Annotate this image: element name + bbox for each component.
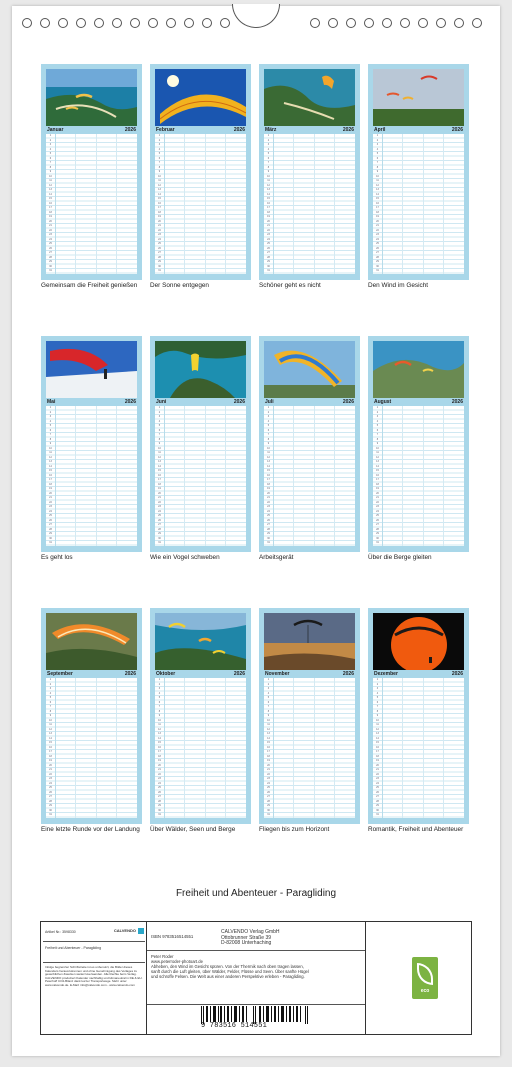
month-caption: Es geht los [41, 554, 73, 561]
binding-hole [454, 18, 464, 28]
month-name: April [374, 127, 386, 133]
month-year: 2026 [451, 127, 463, 133]
month-panel-october [150, 608, 251, 824]
day-numbers: 1 2 3 4 5 6 7 8 9 10 11 12 13 14 15 16 17 18 19 20 21 22 23 24 25 26 27 28 29 30 31 [49, 134, 52, 272]
binding-hole [22, 18, 32, 28]
month-name: Juni [156, 399, 167, 405]
binding-hole [328, 18, 338, 28]
calendar-title: Freiheit und Abenteuer - Paragliding [175, 888, 337, 899]
publisher-line: Ottobrunner Straße 39 [221, 934, 272, 941]
binding-hole [346, 18, 356, 28]
binding-hole [418, 18, 428, 28]
binding-hole [436, 18, 446, 28]
day-numbers: 1 2 3 4 5 6 7 8 9 10 11 12 13 14 15 16 17 18 19 20 21 22 23 24 25 26 27 28 29 30 31 [267, 678, 270, 816]
leaf-icon [417, 963, 433, 985]
month-caption: Wie ein Vogel schweben [150, 554, 220, 561]
month-caption: Schöner geht es nicht [259, 282, 321, 289]
day-numbers: 1 2 3 4 5 6 7 8 9 10 11 12 13 14 15 16 17 18 19 20 21 22 23 24 25 26 27 28 29 30 31 [376, 134, 379, 272]
month-photo [373, 69, 464, 126]
article-number: Artikel Nr.: 3598330 [45, 930, 76, 934]
month-year: 2026 [124, 399, 136, 405]
binding-hole [166, 18, 176, 28]
month-photo [155, 341, 246, 398]
month-photo [46, 69, 137, 126]
calendar-grid [155, 406, 246, 546]
month-year: 2026 [124, 127, 136, 133]
month-panel-march [259, 64, 360, 280]
month-name: Februar [156, 127, 175, 133]
month-photo [155, 613, 246, 670]
month-year: 2026 [124, 671, 136, 677]
eco-label: eco [420, 988, 430, 994]
publisher-line: CALVENDO Verlag GmbH [221, 929, 280, 935]
binding-hole [76, 18, 86, 28]
binding-hole [184, 18, 194, 28]
month-name: Oktober [156, 671, 176, 677]
binding-hole [220, 18, 230, 28]
month-year: 2026 [342, 127, 354, 133]
month-caption: Fliegen bis zum Horizont [259, 826, 330, 833]
month-caption: Über die Berge gleiten [368, 554, 432, 561]
publisher-address [221, 930, 280, 947]
day-numbers: 1 2 3 4 5 6 7 8 9 10 11 12 13 14 15 16 17 18 19 20 21 22 23 24 25 26 27 28 29 30 31 [267, 134, 270, 272]
day-numbers: 1 2 3 4 5 6 7 8 9 10 11 12 13 14 15 16 17 18 19 20 21 22 23 24 25 26 27 28 29 30 31 [49, 678, 52, 816]
month-photo [46, 613, 137, 670]
binding-hole [40, 18, 50, 28]
month-caption: Arbeitsgerät [259, 554, 294, 561]
binding-hole [364, 18, 374, 28]
calendar-sheet [12, 6, 500, 1056]
month-photo [264, 341, 355, 398]
month-panel-november [259, 608, 360, 824]
author-description [151, 954, 311, 979]
month-panel-february [150, 64, 251, 280]
month-year: 2026 [342, 671, 354, 677]
author-website: www.peterroder-photoart.de [151, 959, 203, 964]
calendar-grid [46, 678, 137, 818]
product-info-box [40, 921, 472, 1035]
month-panel-december [368, 608, 469, 824]
brand-logo: CALVENDO [113, 928, 136, 933]
calendar-grid [155, 678, 246, 818]
month-year: 2026 [451, 671, 463, 677]
day-numbers: 1 2 3 4 5 6 7 8 9 10 11 12 13 14 15 16 17 18 19 20 21 22 23 24 25 26 27 28 29 30 31 [376, 406, 379, 544]
publisher-line: D-82008 Unterhaching [221, 940, 272, 947]
divider [43, 941, 145, 942]
month-panel-july [259, 336, 360, 552]
month-caption: Der Sonne entgegen [150, 282, 209, 289]
month-name: September [47, 671, 73, 677]
month-photo [373, 341, 464, 398]
month-photo [46, 341, 137, 398]
month-photo [373, 613, 464, 670]
calendar-grid [46, 406, 137, 546]
month-caption: Über Wälder, Seen und Berge [150, 826, 236, 833]
binding-hole [310, 18, 320, 28]
calendar-grid [373, 134, 464, 274]
month-year: 2026 [451, 399, 463, 405]
divider [43, 962, 145, 963]
calendar-grid [264, 678, 355, 818]
month-year: 2026 [342, 399, 354, 405]
month-panel-august [368, 336, 469, 552]
product-name: Freiheit und Abenteuer - Paragliding [45, 946, 102, 950]
month-name: August [374, 399, 392, 405]
month-caption: Eine letzte Runde vor der Landung [41, 826, 140, 833]
month-name: März [265, 127, 277, 133]
day-numbers: 1 2 3 4 5 6 7 8 9 10 11 12 13 14 15 16 17 18 19 20 21 22 23 24 25 26 27 28 29 30 31 [267, 406, 270, 544]
binding-hole [58, 18, 68, 28]
divider [147, 1004, 365, 1005]
binding-hole [400, 18, 410, 28]
binding-hole [472, 18, 482, 28]
day-numbers: 1 2 3 4 5 6 7 8 9 10 11 12 13 14 15 16 17 18 19 20 21 22 23 24 25 26 27 28 29 30 31 [158, 134, 161, 272]
month-name: Januar [47, 127, 64, 133]
month-caption: Den Wind im Gesicht [368, 282, 429, 289]
month-panel-may [41, 336, 142, 552]
month-panel-april [368, 64, 469, 280]
binding-hole [112, 18, 122, 28]
binding-hole [94, 18, 104, 28]
author-name: Peter Roder [151, 954, 174, 959]
month-name: Mai [47, 399, 56, 405]
day-numbers: 1 2 3 4 5 6 7 8 9 10 11 12 13 14 15 16 17 18 19 20 21 22 23 24 25 26 27 28 29 30 31 [158, 678, 161, 816]
day-numbers: 1 2 3 4 5 6 7 8 9 10 11 12 13 14 15 16 17 18 19 20 21 22 23 24 25 26 27 28 29 30 31 [49, 406, 52, 544]
day-numbers: 1 2 3 4 5 6 7 8 9 10 11 12 13 14 15 16 17 18 19 20 21 22 23 24 25 26 27 28 29 30 31 [376, 678, 379, 816]
binding-hole [202, 18, 212, 28]
month-panel-january [41, 64, 142, 280]
month-year: 2026 [233, 671, 245, 677]
month-panel-june [150, 336, 251, 552]
month-year: 2026 [233, 399, 245, 405]
month-photo [155, 69, 246, 126]
brand-mark-icon [138, 928, 144, 934]
product-description: Abheben, den Wind im Gesicht spüren. Von der Thermik nach oben tragen lassen, sanft durch die Luft gleiten, über Wälder, Felder, Flüsse und Seen. Über sanfte Hügel und schroffe Felsen. Die Welt aus einer anderen Perspektive erleben - Paragliding. [151, 964, 309, 979]
calendar-grid [155, 134, 246, 274]
barcode-number: 9 783516 514551 [201, 1022, 268, 1030]
month-photo [264, 69, 355, 126]
month-caption: Romantik, Freiheit und Abenteuer [368, 826, 464, 833]
month-photo [264, 613, 355, 670]
calendar-grid [264, 134, 355, 274]
calendar-grid [264, 406, 355, 546]
binding-hole [130, 18, 140, 28]
isbn: ISBN 9783516514551 [151, 934, 194, 939]
calendar-grid [373, 406, 464, 546]
legal-text: Infolge begrenzter Schriftstreite ist es unbenutzt, die Bilder dieses Kalenders herauszutrennen und ohne Genehmigung des Verlages zu gewerblichen Zwecken weiterzuverwenden. Alle Rechte beim Verlag. CALVENDO produziert Kalender nachhaltig und klimaneutral in DE & EU. Peterhoff CO2-Bilanz dank kurzer Transportwege. Mehr unter www.calvendo.de. E-Mail: info@calvendo.com - www.calvendo.com [45, 965, 143, 987]
month-panel-september [41, 608, 142, 824]
month-caption: Gemeinsam die Freiheit genießen [41, 282, 138, 289]
month-name: November [265, 671, 290, 677]
info-left-column [41, 922, 147, 1034]
calendar-grid [46, 134, 137, 274]
divider [147, 950, 365, 951]
binding-hole [148, 18, 158, 28]
eco-badge [412, 957, 438, 999]
calendar-grid [373, 678, 464, 818]
month-year: 2026 [233, 127, 245, 133]
binding-hole [382, 18, 392, 28]
month-name: Dezember [374, 671, 398, 677]
day-numbers: 1 2 3 4 5 6 7 8 9 10 11 12 13 14 15 16 17 18 19 20 21 22 23 24 25 26 27 28 29 30 31 [158, 406, 161, 544]
month-name: Juli [265, 399, 274, 405]
